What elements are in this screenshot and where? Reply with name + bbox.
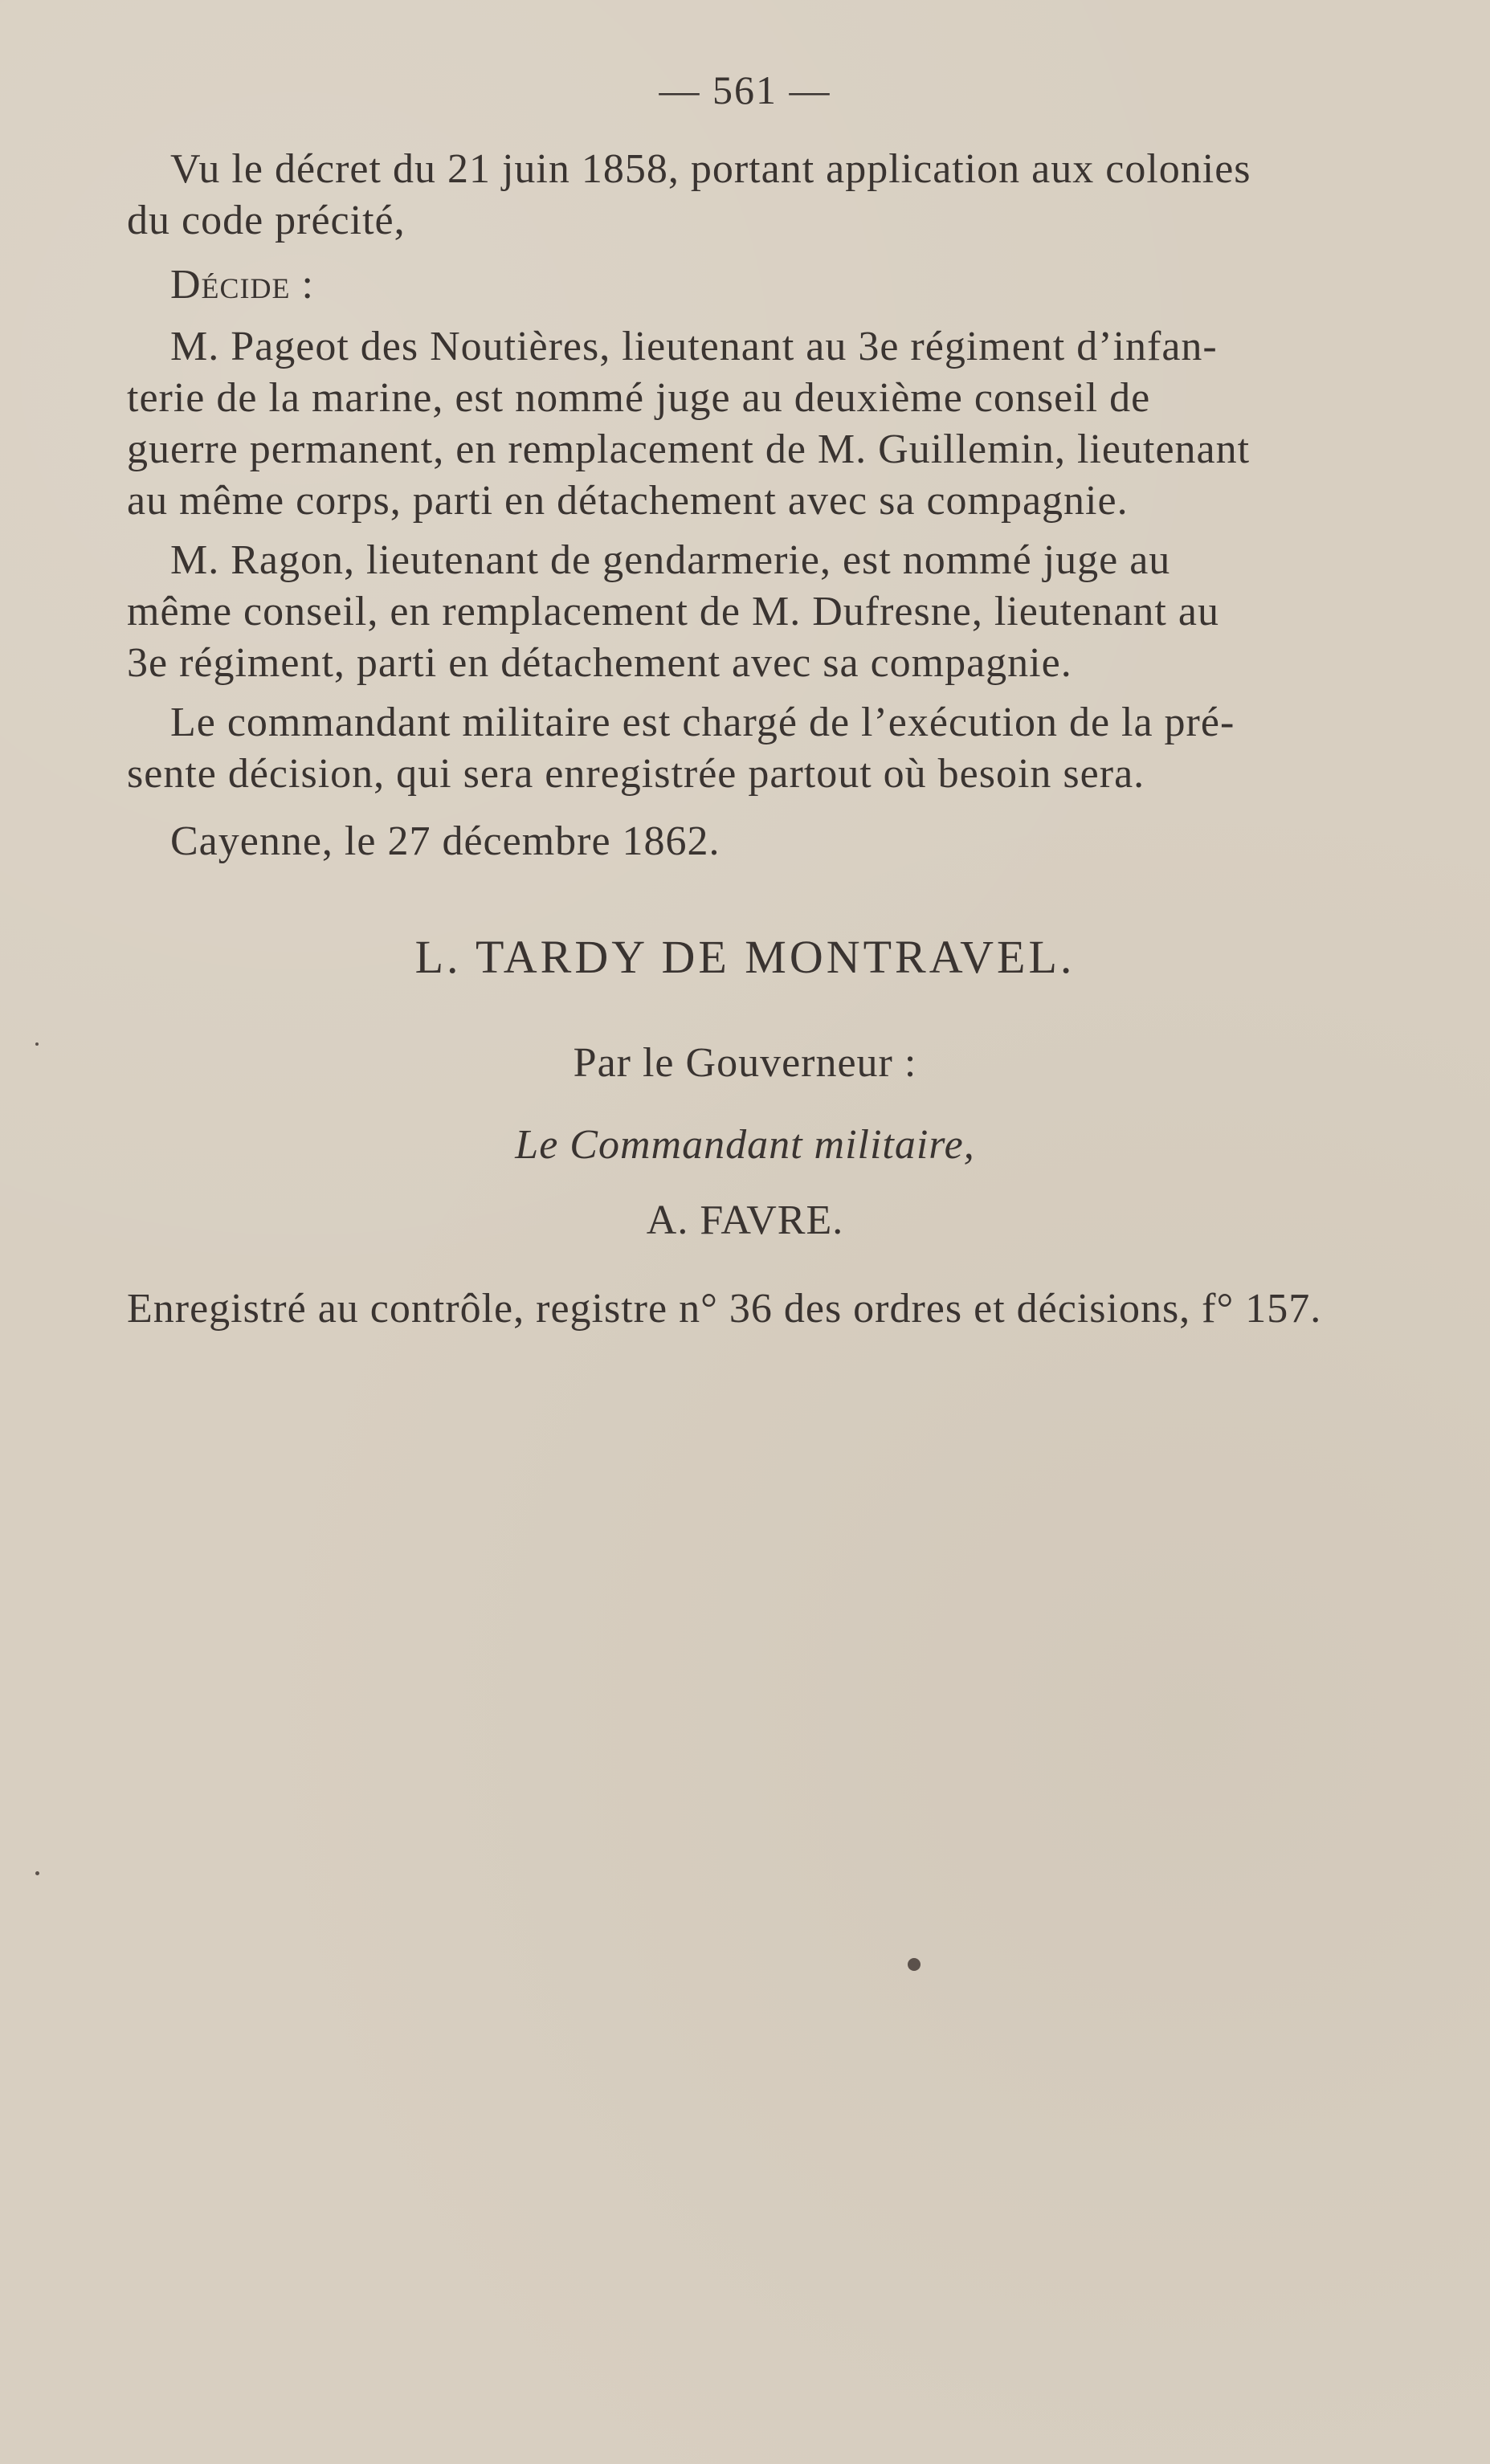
ink-speck (908, 1958, 921, 1971)
ink-speck (35, 1871, 39, 1875)
decree-reference-line-2: du code précité, (127, 198, 406, 243)
appointment-paragraph-2-line-1: M. Ragon, lieutenant de gendarmerie, est nommé juge au (170, 537, 1171, 583)
appointment-paragraph-1-line-3: guerre permanent, en remplacement de M. Guillemin, lieutenant (127, 426, 1251, 472)
governor-signature: L. TARDY DE MONTRAVEL. (414, 931, 1076, 983)
appointment-paragraph-1-line-4: au même corps, parti en détachement avec sa compagnie. (127, 478, 1129, 524)
by-governor-line: Par le Gouverneur : (573, 1040, 917, 1086)
appointment-paragraph-2-line-3: 3e régiment, parti en détachement avec sa compagnie. (127, 640, 1072, 686)
appointment-paragraph-1-line-2: terie de la marine, est nommé juge au deuxième conseil de (127, 375, 1151, 421)
decree-reference-text: Vu le décret du 21 juin 1858, portant application aux colonies (170, 146, 1251, 192)
execution-paragraph-line-1: Le commandant militaire est chargé de l’exécution de la pré- (170, 700, 1235, 745)
ink-speck (35, 1042, 39, 1046)
execution-paragraph-line-2: sente décision, qui sera enregistrée partout où besoin sera. (127, 751, 1145, 797)
page-number: — 561 — (659, 67, 831, 112)
decree-reference-line-1 (170, 145, 1341, 194)
decision-heading: Décide : (170, 262, 314, 308)
registration-line: Enregistré au contrôle, registre n° 36 des ordres et décisions, f° 157. (127, 1286, 1322, 1332)
place-and-date: Cayenne, le 27 décembre 1862. (170, 818, 721, 864)
commander-signature: A. FAVRE. (646, 1197, 844, 1243)
commander-title: Le Commandant militaire, (515, 1122, 975, 1168)
appointment-paragraph-2-line-2: même conseil, en remplacement de M. Dufresne, lieutenant au (127, 589, 1219, 634)
appointment-paragraph-1-line-1: M. Pageot des Noutières, lieutenant au 3e régiment d’infan- (170, 324, 1218, 369)
